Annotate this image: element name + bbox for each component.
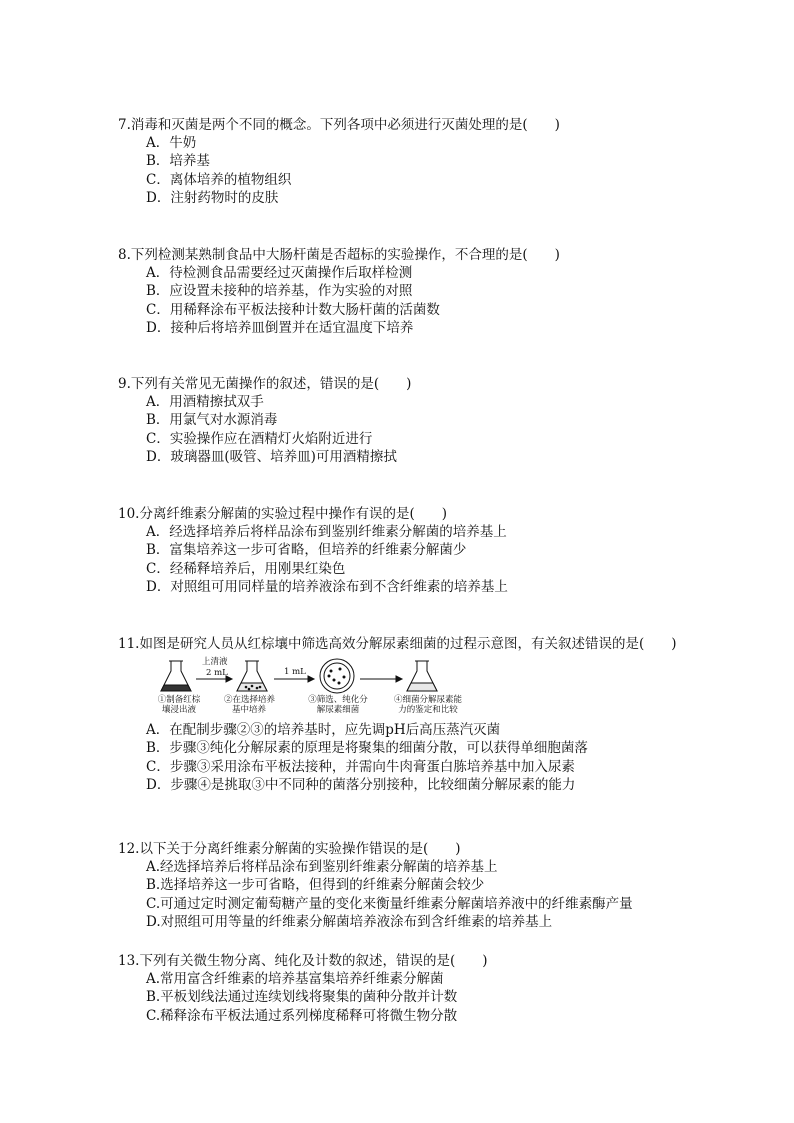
option-d: D．注射药物时的皮肤 [146,190,279,207]
question-stem: 8.下列检测某熟制食品中大肠杆菌是否超标的实验操作，不合理的是( ) [118,247,560,263]
step-2-caption: ②在选择培养 基中培养 [224,695,276,715]
flask-2-icon [237,661,267,691]
flask-1-icon [161,661,191,691]
question-stem: 7.消毒和灭菌是两个不同的概念。下列各项中必须进行灭菌处理的是( ) [118,117,560,133]
question-8 [118,246,758,338]
question-11 [118,635,758,795]
question-stem: 11.如图是研究人员从红棕壤中筛选高效分解尿素细菌的过程示意图，有关叙述错误的是( ) [118,636,677,652]
petri-dish-icon [320,659,354,693]
option-a: A．牛奶 [146,135,197,151]
option-a: A.经选择培养后将样品涂布到鉴别纤维素分解菌的培养基上 [146,859,498,875]
option-c: C.稀释涂布平板法通过系列梯度稀释可将微生物分散 [146,1007,458,1024]
option-b: B．用氯气对水源消毒 [146,412,278,429]
option-a: A.常用富含纤维素的培养基富集培养纤维素分解菌 [146,971,444,987]
question-12 [118,840,758,932]
experiment-flow-diagram [158,657,488,719]
arrow-3-icon [360,676,402,682]
question-13 [118,952,758,1025]
arrow-1-label-top: 上清液 [202,657,228,667]
option-b: B．培养基 [146,153,210,170]
option-a: A．待检测食品需要经过灭菌操作后取样检测 [146,265,413,281]
option-a: A．经选择培养后将样品涂布到鉴别纤维素分解菌的培养基上 [146,524,507,540]
arrow-2-label: 1 mL [284,667,306,677]
question-7 [118,116,758,208]
question-stem: 10.分离纤维素分解菌的实验过程中操作有误的是( ) [118,506,448,522]
option-d: D．接种后将培养皿倒置并在适宜温度下培养 [146,320,414,337]
option-d: D．玻璃器皿(吸管、培养皿)可用酒精擦拭 [146,449,397,466]
step-1-caption: ①制备红棕 壤浸出液 [157,695,201,715]
option-d: D．对照组可用同样量的培养液涂布到不含纤维素的培养基上 [146,579,508,596]
flask-3-icon [407,661,437,691]
option-d: D.对照组可用等量的纤维素分解菌培养液涂布到含纤维素的培养基上 [146,914,553,931]
option-c: C．经稀释培养后，用刚果红染色 [146,560,346,577]
option-b: B．应设置未接种的培养基，作为实验的对照 [146,283,413,300]
question-stem: 13.下列有关微生物分离、纯化及计数的叙述，错误的是( ) [118,953,488,969]
question-stem: 12.以下关于分离纤维素分解菌的实验操作错误的是( ) [118,841,461,857]
option-c: C．步骤③采用涂布平板法接种，并需向牛肉膏蛋白胨培养基中加入尿素 [146,758,575,775]
question-9 [118,375,758,467]
option-d: D．步骤④是挑取③中不同种的菌落分别接种，比较细菌分解尿素的能力 [146,777,576,794]
option-b: B．步骤③纯化分解尿素的原理是将聚集的细菌分散，可以获得单细胞菌落 [146,740,588,757]
question-10 [118,505,758,597]
option-a: A．用酒精擦拭双手 [146,394,264,410]
step-4-caption: ④细菌分解尿素能 力的鉴定和比较 [393,695,462,715]
option-c: C．离体培养的植物组织 [146,171,292,188]
option-c: C．实验操作应在酒精灯火焰附近进行 [146,430,373,447]
option-b: B．富集培养这一步可省略，但培养的纤维素分解菌少 [146,542,467,559]
step-3-caption: ③筛选、纯化分 解尿素细菌 [308,695,368,715]
arrow-1-label-bottom: 2 mL [206,668,228,678]
option-c: C.可通过定时测定葡萄糖产量的变化来衡量纤维素分解菌培养液中的纤维素酶产量 [146,895,633,912]
question-stem: 9.下列有关常见无菌操作的叙述，错误的是( ) [118,376,412,392]
option-a: A．在配制步骤②③的培养基时，应先调pH后高压蒸汽灭菌 [146,722,501,738]
option-c: C．用稀释涂布平板法接种计数大肠杆菌的活菌数 [146,301,440,318]
option-b: B.选择培养这一步可省略，但得到的纤维素分解菌会较少 [146,877,485,894]
option-b: B.平板划线法通过连续划线将聚集的菌种分散并计数 [146,989,458,1006]
